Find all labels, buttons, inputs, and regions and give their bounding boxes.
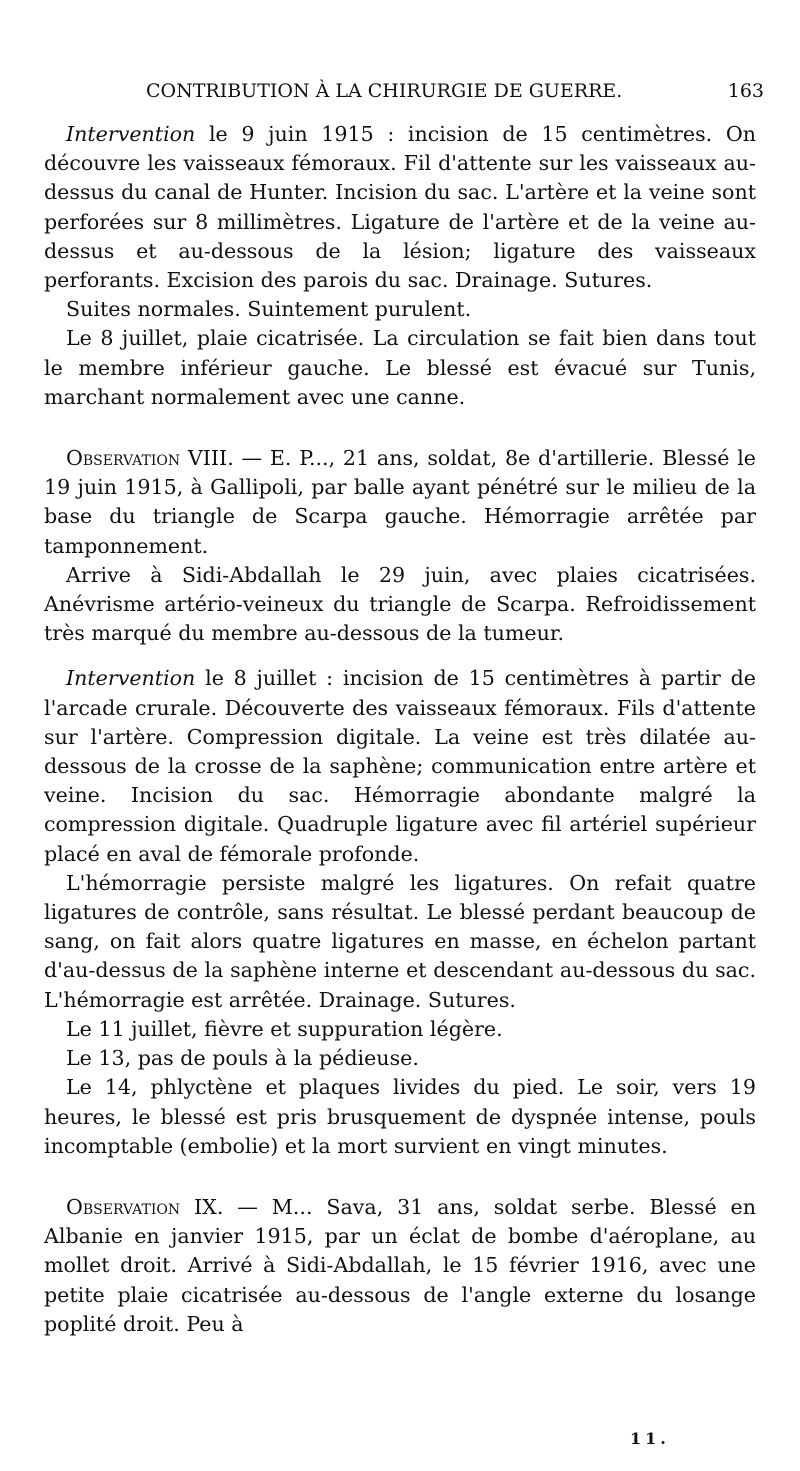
page-number: 163 [727, 80, 764, 102]
section-gap [44, 412, 756, 444]
running-title: CONTRIBUTION À LA CHIRURGIE DE GUERRE. [146, 80, 623, 102]
section-gap [44, 1161, 756, 1193]
paragraph-lead: Intervention [66, 666, 196, 691]
paragraph-text: — M... Sava, 31 ans, soldat serbe. Blessé en Albanie en janvier 1915, par un éclat de bombe d'aéroplane, au mollet droit. Arrivé à Sidi-Abdallah, le 15 février 1916, avec une petite plaie cicatrisée au-dessous de l'angle externe du losange poplité droit. Peu à [44, 1194, 756, 1336]
paragraph-suites: Suites normales. Suintement purulent. [66, 297, 472, 322]
paragraph-lead: Intervention [66, 122, 196, 146]
paragraph-july-13: Le 13, pas de pouls à la pédieuse. [66, 1046, 419, 1071]
signature-mark: 11. [630, 1429, 670, 1448]
paragraph-observation-9 [44, 1193, 756, 1339]
paragraph-intervention-1 [44, 120, 756, 295]
paragraph-text: — E. P..., 21 ans, soldat, 8e d'artillerie. Blessé le 19 juin 1915, à Gallipoli, par balle ayant pénétré sur le milieu de la base du triangle de Scarpa gauche. Hémorragie arrêtée par tamponnement. [44, 446, 756, 558]
paragraph-hemorrhage: L'hémorragie persiste malgré les ligatures. On refait quatre ligatures de contrôle, sans résultat. Le blessé perdant beaucoup de sang, on fait alors quatre ligatures en masse, en échelon partant d'au-dessus de la saphène interne et descendant au-dessous du sac. L'hémorragie est arrêtée. Drainage. Sutures. [44, 870, 756, 1012]
observation-heading: Observation IX. [66, 1194, 224, 1219]
paragraph-text: le 8 juillet : incision de 15 centimètres à partir de l'arcade crurale. Découverte des vaisseaux fémoraux. Fils d'attente sur l'artère. Compression digitale. La veine est très dilatée au-dessous de la crosse de la saphène; communication entre artère et veine. Incision du sac. Hémorragie abondante malgré la compression digitale. Quadruple ligature avec fil artériel supérieur placé en aval de fémorale profonde. [44, 666, 756, 866]
section-gap [44, 648, 756, 664]
paragraph-july-14: Le 14, phlyctène et plaques livides du pied. Le soir, vers 19 heures, le blessé est pris brusquement de dyspnée intense, pouls incomptable (embolie) et la mort survient en vingt minutes. [44, 1075, 756, 1158]
paragraph-july-11: Le 11 juillet, fièvre et suppuration légère. [66, 1016, 503, 1041]
paragraph-intervention-2 [44, 664, 756, 868]
running-header [146, 80, 764, 102]
observation-heading: Observation VIII. [66, 446, 234, 471]
paragraph-outcome: Le 8 juillet, plaie cicatrisée. La circulation se fait bien dans tout le membre inférieur gauche. Le blessé est évacué sur Tunis, marchant normalement avec une canne. [44, 326, 756, 409]
page-body [44, 120, 756, 1339]
paragraph-observation-8 [44, 444, 756, 561]
paragraph-arrival: Arrive à Sidi-Abdallah le 29 juin, avec plaies cicatrisées. Anévrisme artério-veineux du triangle de Scarpa. Refroidissement très marqué du membre au-dessous de la tumeur. [44, 562, 756, 646]
paragraph-text: le 9 juin 1915 : incision de 15 centimètres. On découvre les vaisseaux fémoraux. Fil d'attente sur les vaisseaux au-dessus du canal de Hunter. Incision du sac. L'artère et la veine sont perforées sur 8 millimètres. Ligature de l'artère et de la veine au-dessus et au-dessous de la lésion; ligature des vaisseaux perforants. Excision des parois du sac. Drainage. Sutures. [44, 122, 756, 293]
